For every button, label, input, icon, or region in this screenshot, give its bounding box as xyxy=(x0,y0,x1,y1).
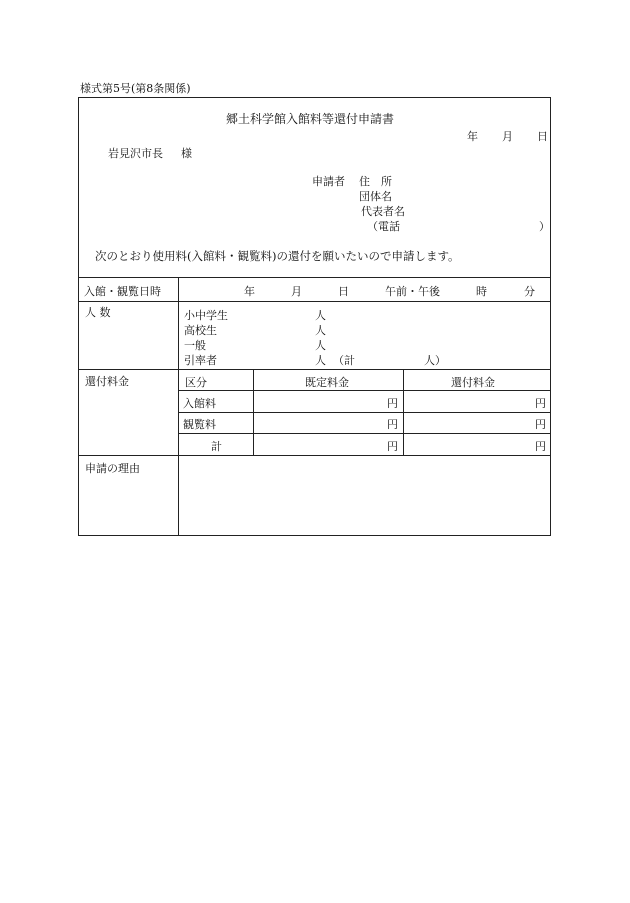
people-total-open: （計 xyxy=(333,354,355,367)
divider-people xyxy=(79,369,551,370)
refund-row-standard-unit: 円 xyxy=(387,397,398,410)
people-unit: 人 xyxy=(315,339,326,352)
people-unit: 人 xyxy=(315,324,326,337)
visit-year: 年 xyxy=(244,285,255,298)
refund-row-refund-unit: 円 xyxy=(535,440,546,453)
date-day: 日 xyxy=(537,130,548,143)
divider-refund-row2 xyxy=(178,433,551,434)
form-number-label: 様式第5号(第8条関係) xyxy=(80,82,191,95)
request-statement: 次のとおり使用料(入館料・観覧料)の還付を願いたいので申請します。 xyxy=(95,249,460,263)
people-category: 小中学生 xyxy=(184,309,228,322)
refund-row-category: 計 xyxy=(211,440,222,453)
refund-header-category: 区分 xyxy=(185,376,207,389)
people-category: 一般 xyxy=(184,339,206,352)
applicant-phone-close: ） xyxy=(539,220,550,233)
visit-day: 日 xyxy=(338,285,349,298)
visit-ampm: 午前・午後 xyxy=(385,285,440,298)
applicant-address-label: 住 所 xyxy=(359,175,392,188)
visit-datetime-label: 入館・観覧日時 xyxy=(84,285,161,298)
refund-row-standard-unit: 円 xyxy=(387,440,398,453)
refund-row-standard-unit: 円 xyxy=(387,418,398,431)
refund-header-standard-fee: 既定料金 xyxy=(305,376,349,389)
visit-hour: 時 xyxy=(476,285,487,298)
people-unit: 人 xyxy=(315,309,326,322)
visit-minute: 分 xyxy=(524,285,535,298)
people-category: 引率者 xyxy=(184,354,217,367)
divider-refund-row1 xyxy=(178,412,551,413)
date-year: 年 xyxy=(467,130,478,143)
refund-amount-label: 還付料金 xyxy=(85,375,129,388)
reason-label: 申請の理由 xyxy=(85,462,140,475)
people-count-label: 人 数 xyxy=(85,306,111,319)
divider-refund-col2 xyxy=(403,369,404,455)
divider-refund-col1 xyxy=(253,369,254,455)
divider-header xyxy=(79,277,551,278)
visit-month: 月 xyxy=(291,285,302,298)
people-total-close: 人） xyxy=(424,354,446,367)
addressee-suffix: 様 xyxy=(181,147,192,160)
addressee: 岩見沢市長 xyxy=(108,147,163,160)
reason-field[interactable] xyxy=(179,456,550,535)
applicant-phone-open: （電話 xyxy=(367,220,400,233)
refund-header-refund-fee: 還付料金 xyxy=(451,376,495,389)
refund-application-form xyxy=(78,97,551,536)
applicant-group-label: 団体名 xyxy=(359,190,392,203)
date-month: 月 xyxy=(502,130,513,143)
people-unit: 人 xyxy=(315,354,326,367)
applicant-label: 申請者 xyxy=(312,175,345,188)
people-category: 高校生 xyxy=(184,324,217,337)
applicant-representative-label: 代表者名 xyxy=(361,205,405,218)
refund-row-category: 観覧料 xyxy=(183,418,216,431)
refund-row-refund-unit: 円 xyxy=(535,418,546,431)
form-title: 郷土科学館入館料等還付申請書 xyxy=(226,112,395,126)
divider-visit xyxy=(79,301,551,302)
divider-refund-header xyxy=(178,390,551,391)
refund-row-refund-unit: 円 xyxy=(535,397,546,410)
refund-row-category: 入館料 xyxy=(183,397,216,410)
